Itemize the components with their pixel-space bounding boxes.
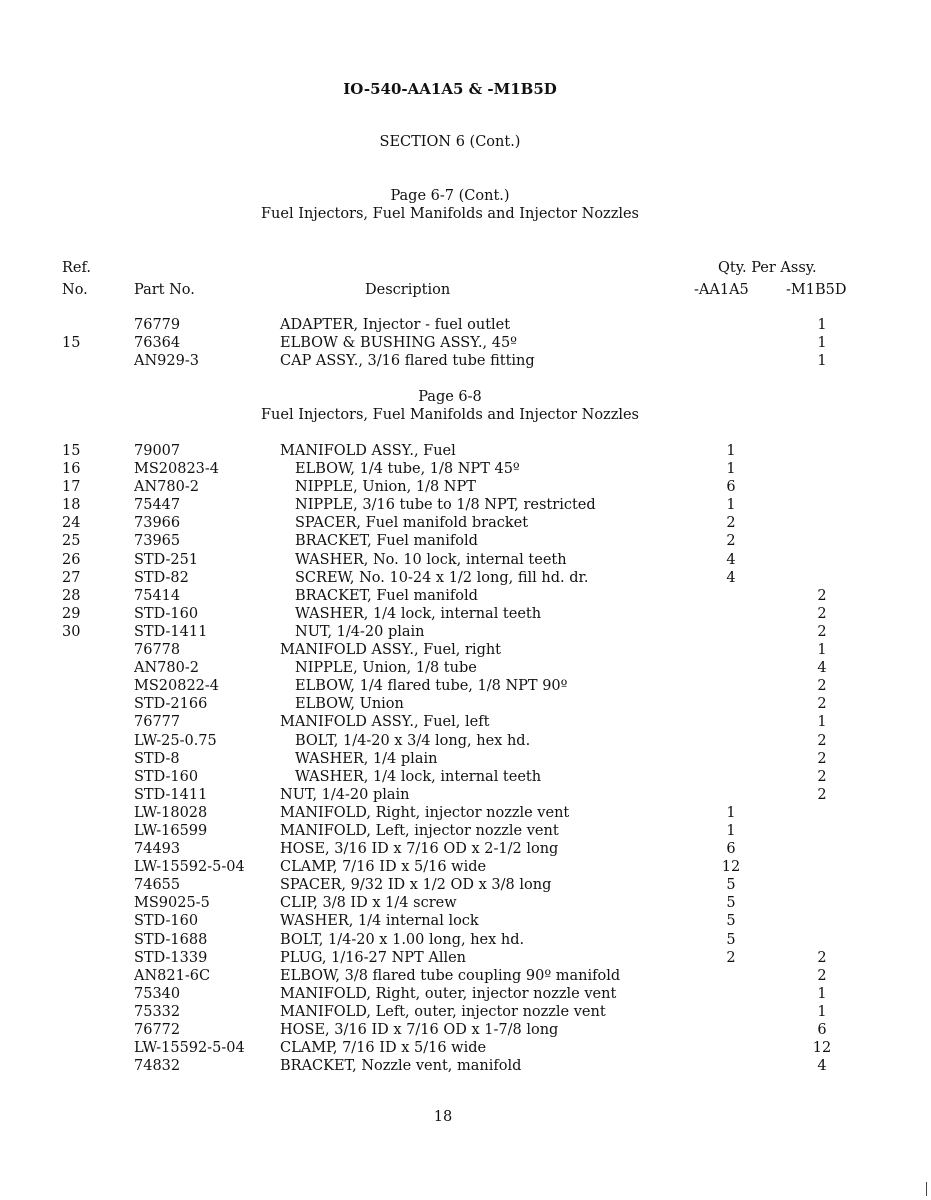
part-number: 74493 bbox=[134, 841, 181, 858]
qty-m1b5d: 2 bbox=[817, 750, 827, 767]
qty-m1b5d: 2 bbox=[817, 768, 827, 785]
qty-aa1a5: 2 bbox=[726, 949, 736, 966]
table-row bbox=[0, 335, 931, 353]
qty-aa1a5: 12 bbox=[721, 859, 741, 876]
qty-aa1a5: 5 bbox=[726, 895, 736, 912]
table-row bbox=[0, 353, 931, 371]
ref-number: 17 bbox=[62, 479, 81, 496]
part-description: MANIFOLD ASSY., Fuel, right bbox=[280, 642, 502, 659]
part-number: 76772 bbox=[134, 1022, 181, 1038]
part-number: AN780-2 bbox=[134, 479, 199, 496]
part-number: STD-160 bbox=[134, 605, 199, 622]
part-number: 73965 bbox=[134, 533, 181, 550]
part-description: CLAMP, 7/16 ID x 5/16 wide bbox=[280, 859, 487, 876]
qty-m1b5d: 1 bbox=[817, 985, 827, 1002]
table-row bbox=[0, 895, 931, 913]
part-description: SPACER, 9/32 ID x 1/2 OD x 3/8 long bbox=[280, 877, 552, 894]
part-description: BRACKET, Nozzle vent, manifold bbox=[280, 1058, 522, 1075]
table-row bbox=[0, 733, 931, 751]
table-row bbox=[0, 606, 931, 624]
table-row bbox=[0, 986, 931, 1004]
part-description: MANIFOLD ASSY., Fuel, left bbox=[280, 714, 490, 731]
table-row bbox=[0, 877, 931, 895]
ref-number: 30 bbox=[62, 623, 81, 640]
part-description: ELBOW, 3/8 flared tube coupling 90º manifold bbox=[280, 967, 621, 984]
qty-m1b5d: 2 bbox=[817, 949, 827, 966]
table-row bbox=[0, 1004, 931, 1022]
part-number: 75332 bbox=[134, 1003, 181, 1020]
part-number: 75447 bbox=[134, 497, 181, 514]
qty-aa1a5: 2 bbox=[726, 533, 736, 550]
part-number: 76779 bbox=[134, 317, 181, 333]
table-row bbox=[0, 515, 931, 533]
qty-aa1a5: 1 bbox=[726, 461, 736, 478]
qty-m1b5d: 2 bbox=[817, 732, 827, 749]
table-row bbox=[0, 678, 931, 696]
qty-per-assy-header: Qty. Per Assy. bbox=[718, 260, 817, 276]
qty-m1b5d: 2 bbox=[817, 696, 827, 713]
description-header: Description bbox=[365, 282, 451, 298]
qty-m1b5d: 2 bbox=[817, 786, 827, 803]
table-row bbox=[0, 479, 931, 497]
part-description: SCREW, No. 10-24 x 1/2 long, fill hd. dr. bbox=[295, 569, 589, 586]
table-row bbox=[0, 751, 931, 769]
part-description: CLAMP, 7/16 ID x 5/16 wide bbox=[280, 1040, 487, 1057]
ref-number: 28 bbox=[62, 587, 81, 604]
qty-aa1a5-header: -AA1A5 bbox=[694, 282, 749, 298]
part-number: STD-1339 bbox=[134, 949, 208, 966]
ref-number: 24 bbox=[62, 515, 81, 532]
part-number: STD-251 bbox=[134, 551, 199, 568]
part-number: 76777 bbox=[134, 714, 181, 731]
qty-aa1a5: 4 bbox=[726, 551, 736, 568]
table-row bbox=[0, 660, 931, 678]
qty-m1b5d: 2 bbox=[817, 623, 827, 640]
ref-number: 25 bbox=[62, 533, 81, 550]
ref-number: 15 bbox=[62, 443, 81, 459]
section-heading: SECTION 6 (Cont.) bbox=[379, 134, 521, 150]
part-number: AN821-6C bbox=[134, 967, 211, 984]
table-row bbox=[0, 841, 931, 859]
group-subtitle-1: Fuel Injectors, Fuel Manifolds and Injector Nozzles bbox=[261, 206, 639, 222]
part-description: BOLT, 1/4-20 x 3/4 long, hex hd. bbox=[295, 732, 531, 749]
part-number: 74655 bbox=[134, 877, 181, 894]
part-description: NUT, 1/4-20 plain bbox=[280, 786, 410, 803]
part-description: CAP ASSY., 3/16 flared tube fitting bbox=[280, 353, 535, 370]
page-number: 18 bbox=[433, 1109, 453, 1125]
part-description: WASHER, 1/4 plain bbox=[295, 750, 438, 767]
table-row bbox=[0, 787, 931, 805]
part-number: 73966 bbox=[134, 515, 181, 532]
part-description: BRACKET, Fuel manifold bbox=[295, 587, 478, 604]
qty-m1b5d: 2 bbox=[817, 678, 827, 695]
part-description: ADAPTER, Injector - fuel outlet bbox=[280, 317, 511, 333]
part-description: WASHER, 1/4 internal lock bbox=[280, 913, 479, 930]
part-description: MANIFOLD ASSY., Fuel bbox=[280, 443, 456, 459]
part-number: LW-25-0.75 bbox=[134, 732, 217, 749]
qty-m1b5d: 1 bbox=[817, 714, 827, 731]
parts-list-group-2 bbox=[0, 443, 931, 1076]
table-row bbox=[0, 696, 931, 714]
document-title: IO-540-AA1A5 & -M1B5D bbox=[343, 80, 557, 98]
qty-aa1a5: 4 bbox=[726, 569, 736, 586]
qty-m1b5d: 4 bbox=[817, 660, 827, 677]
ref-header-line2: No. bbox=[62, 282, 88, 298]
qty-m1b5d: 1 bbox=[817, 317, 827, 333]
part-number: MS20823-4 bbox=[134, 461, 220, 478]
qty-m1b5d: 1 bbox=[817, 353, 827, 370]
part-number: AN929-3 bbox=[134, 353, 199, 370]
table-row bbox=[0, 932, 931, 950]
part-description: NIPPLE, 3/16 tube to 1/8 NPT, restricted bbox=[295, 497, 596, 514]
qty-aa1a5: 1 bbox=[726, 443, 736, 459]
part-description: WASHER, 1/4 lock, internal teeth bbox=[295, 605, 542, 622]
page-ref-heading-2: Page 6-8 bbox=[418, 389, 482, 405]
part-description: BOLT, 1/4-20 x 1.00 long, hex hd. bbox=[280, 931, 525, 948]
scan-edge-mark bbox=[926, 1182, 927, 1196]
qty-aa1a5: 5 bbox=[726, 931, 736, 948]
part-description: ELBOW, Union bbox=[295, 696, 404, 713]
part-number: MS9025-5 bbox=[134, 895, 210, 912]
ref-number: 27 bbox=[62, 569, 81, 586]
table-row bbox=[0, 1022, 931, 1040]
qty-aa1a5: 6 bbox=[726, 479, 736, 496]
qty-m1b5d: 6 bbox=[817, 1022, 827, 1038]
table-row bbox=[0, 714, 931, 732]
part-description: ELBOW, 1/4 flared tube, 1/8 NPT 90º bbox=[295, 678, 568, 695]
part-number: 76364 bbox=[134, 335, 181, 352]
table-row bbox=[0, 624, 931, 642]
qty-m1b5d: 2 bbox=[817, 587, 827, 604]
part-description: NUT, 1/4-20 plain bbox=[295, 623, 425, 640]
part-description: HOSE, 3/16 ID x 7/16 OD x 2-1/2 long bbox=[280, 841, 559, 858]
part-number: STD-1411 bbox=[134, 786, 208, 803]
part-number: 76778 bbox=[134, 642, 181, 659]
part-number: STD-1411 bbox=[134, 623, 208, 640]
table-row bbox=[0, 805, 931, 823]
qty-m1b5d: 2 bbox=[817, 967, 827, 984]
table-row bbox=[0, 859, 931, 877]
ref-number: 26 bbox=[62, 551, 81, 568]
part-number: LW-15592-5-04 bbox=[134, 859, 245, 876]
part-number: STD-2166 bbox=[134, 696, 208, 713]
table-row bbox=[0, 968, 931, 986]
qty-m1b5d: 1 bbox=[817, 642, 827, 659]
table-row bbox=[0, 443, 931, 461]
table-row bbox=[0, 497, 931, 515]
table-row bbox=[0, 533, 931, 551]
part-description: NIPPLE, Union, 1/8 NPT bbox=[295, 479, 476, 496]
ref-header-line1: Ref. bbox=[62, 260, 91, 276]
part-no-header: Part No. bbox=[134, 282, 195, 298]
part-number: MS20822-4 bbox=[134, 678, 220, 695]
table-row bbox=[0, 317, 931, 335]
part-number: 75340 bbox=[134, 985, 181, 1002]
part-description: MANIFOLD, Left, injector nozzle vent bbox=[280, 822, 559, 839]
qty-m1b5d: 12 bbox=[812, 1040, 832, 1057]
qty-m1b5d: 1 bbox=[817, 335, 827, 352]
ref-number: 29 bbox=[62, 605, 81, 622]
ref-number: 16 bbox=[62, 461, 81, 478]
part-description: MANIFOLD, Right, outer, injector nozzle vent bbox=[280, 985, 617, 1002]
part-description: WASHER, No. 10 lock, internal teeth bbox=[295, 551, 567, 568]
part-description: CLIP, 3/8 ID x 1/4 screw bbox=[280, 895, 457, 912]
part-description: ELBOW & BUSHING ASSY., 45º bbox=[280, 335, 517, 352]
part-number: LW-15592-5-04 bbox=[134, 1040, 245, 1057]
part-number: AN780-2 bbox=[134, 660, 199, 677]
table-row bbox=[0, 552, 931, 570]
part-number: STD-1688 bbox=[134, 931, 208, 948]
qty-m1b5d: 1 bbox=[817, 1003, 827, 1020]
part-description: NIPPLE, Union, 1/8 tube bbox=[295, 660, 477, 677]
table-row bbox=[0, 1040, 931, 1058]
group-subtitle-2: Fuel Injectors, Fuel Manifolds and Injector Nozzles bbox=[261, 407, 639, 423]
part-number: 75414 bbox=[134, 587, 181, 604]
part-description: SPACER, Fuel manifold bracket bbox=[295, 515, 529, 532]
part-number: LW-16599 bbox=[134, 822, 208, 839]
part-number: 79007 bbox=[134, 443, 181, 459]
table-row bbox=[0, 461, 931, 479]
part-description: HOSE, 3/16 ID x 7/16 OD x 1-7/8 long bbox=[280, 1022, 559, 1038]
part-number: 74832 bbox=[134, 1058, 181, 1075]
table-row bbox=[0, 570, 931, 588]
qty-aa1a5: 2 bbox=[726, 515, 736, 532]
table-row bbox=[0, 642, 931, 660]
part-description: MANIFOLD, Right, injector nozzle vent bbox=[280, 804, 570, 821]
part-number: STD-160 bbox=[134, 913, 199, 930]
qty-aa1a5: 1 bbox=[726, 497, 736, 514]
table-row bbox=[0, 1058, 931, 1076]
part-description: WASHER, 1/4 lock, internal teeth bbox=[295, 768, 542, 785]
table-row bbox=[0, 913, 931, 931]
qty-m1b5d-header: -M1B5D bbox=[786, 282, 847, 298]
part-description: ELBOW, 1/4 tube, 1/8 NPT 45º bbox=[295, 461, 520, 478]
ref-number: 18 bbox=[62, 497, 81, 514]
qty-aa1a5: 5 bbox=[726, 877, 736, 894]
qty-aa1a5: 1 bbox=[726, 804, 736, 821]
qty-aa1a5: 6 bbox=[726, 841, 736, 858]
page-ref-heading-1: Page 6-7 (Cont.) bbox=[390, 188, 510, 204]
part-description: MANIFOLD, Left, outer, injector nozzle vent bbox=[280, 1003, 606, 1020]
part-number: STD-8 bbox=[134, 750, 180, 767]
part-description: BRACKET, Fuel manifold bbox=[295, 533, 478, 550]
table-row bbox=[0, 950, 931, 968]
part-number: LW-18028 bbox=[134, 804, 208, 821]
qty-aa1a5: 1 bbox=[726, 822, 736, 839]
table-row bbox=[0, 588, 931, 606]
qty-m1b5d: 4 bbox=[817, 1058, 827, 1075]
qty-m1b5d: 2 bbox=[817, 605, 827, 622]
part-description: PLUG, 1/16-27 NPT Allen bbox=[280, 949, 467, 966]
qty-aa1a5: 5 bbox=[726, 913, 736, 930]
parts-list-group-1 bbox=[0, 317, 931, 371]
part-number: STD-160 bbox=[134, 768, 199, 785]
table-row bbox=[0, 823, 931, 841]
table-row bbox=[0, 769, 931, 787]
ref-number: 15 bbox=[62, 335, 81, 352]
part-number: STD-82 bbox=[134, 569, 189, 586]
